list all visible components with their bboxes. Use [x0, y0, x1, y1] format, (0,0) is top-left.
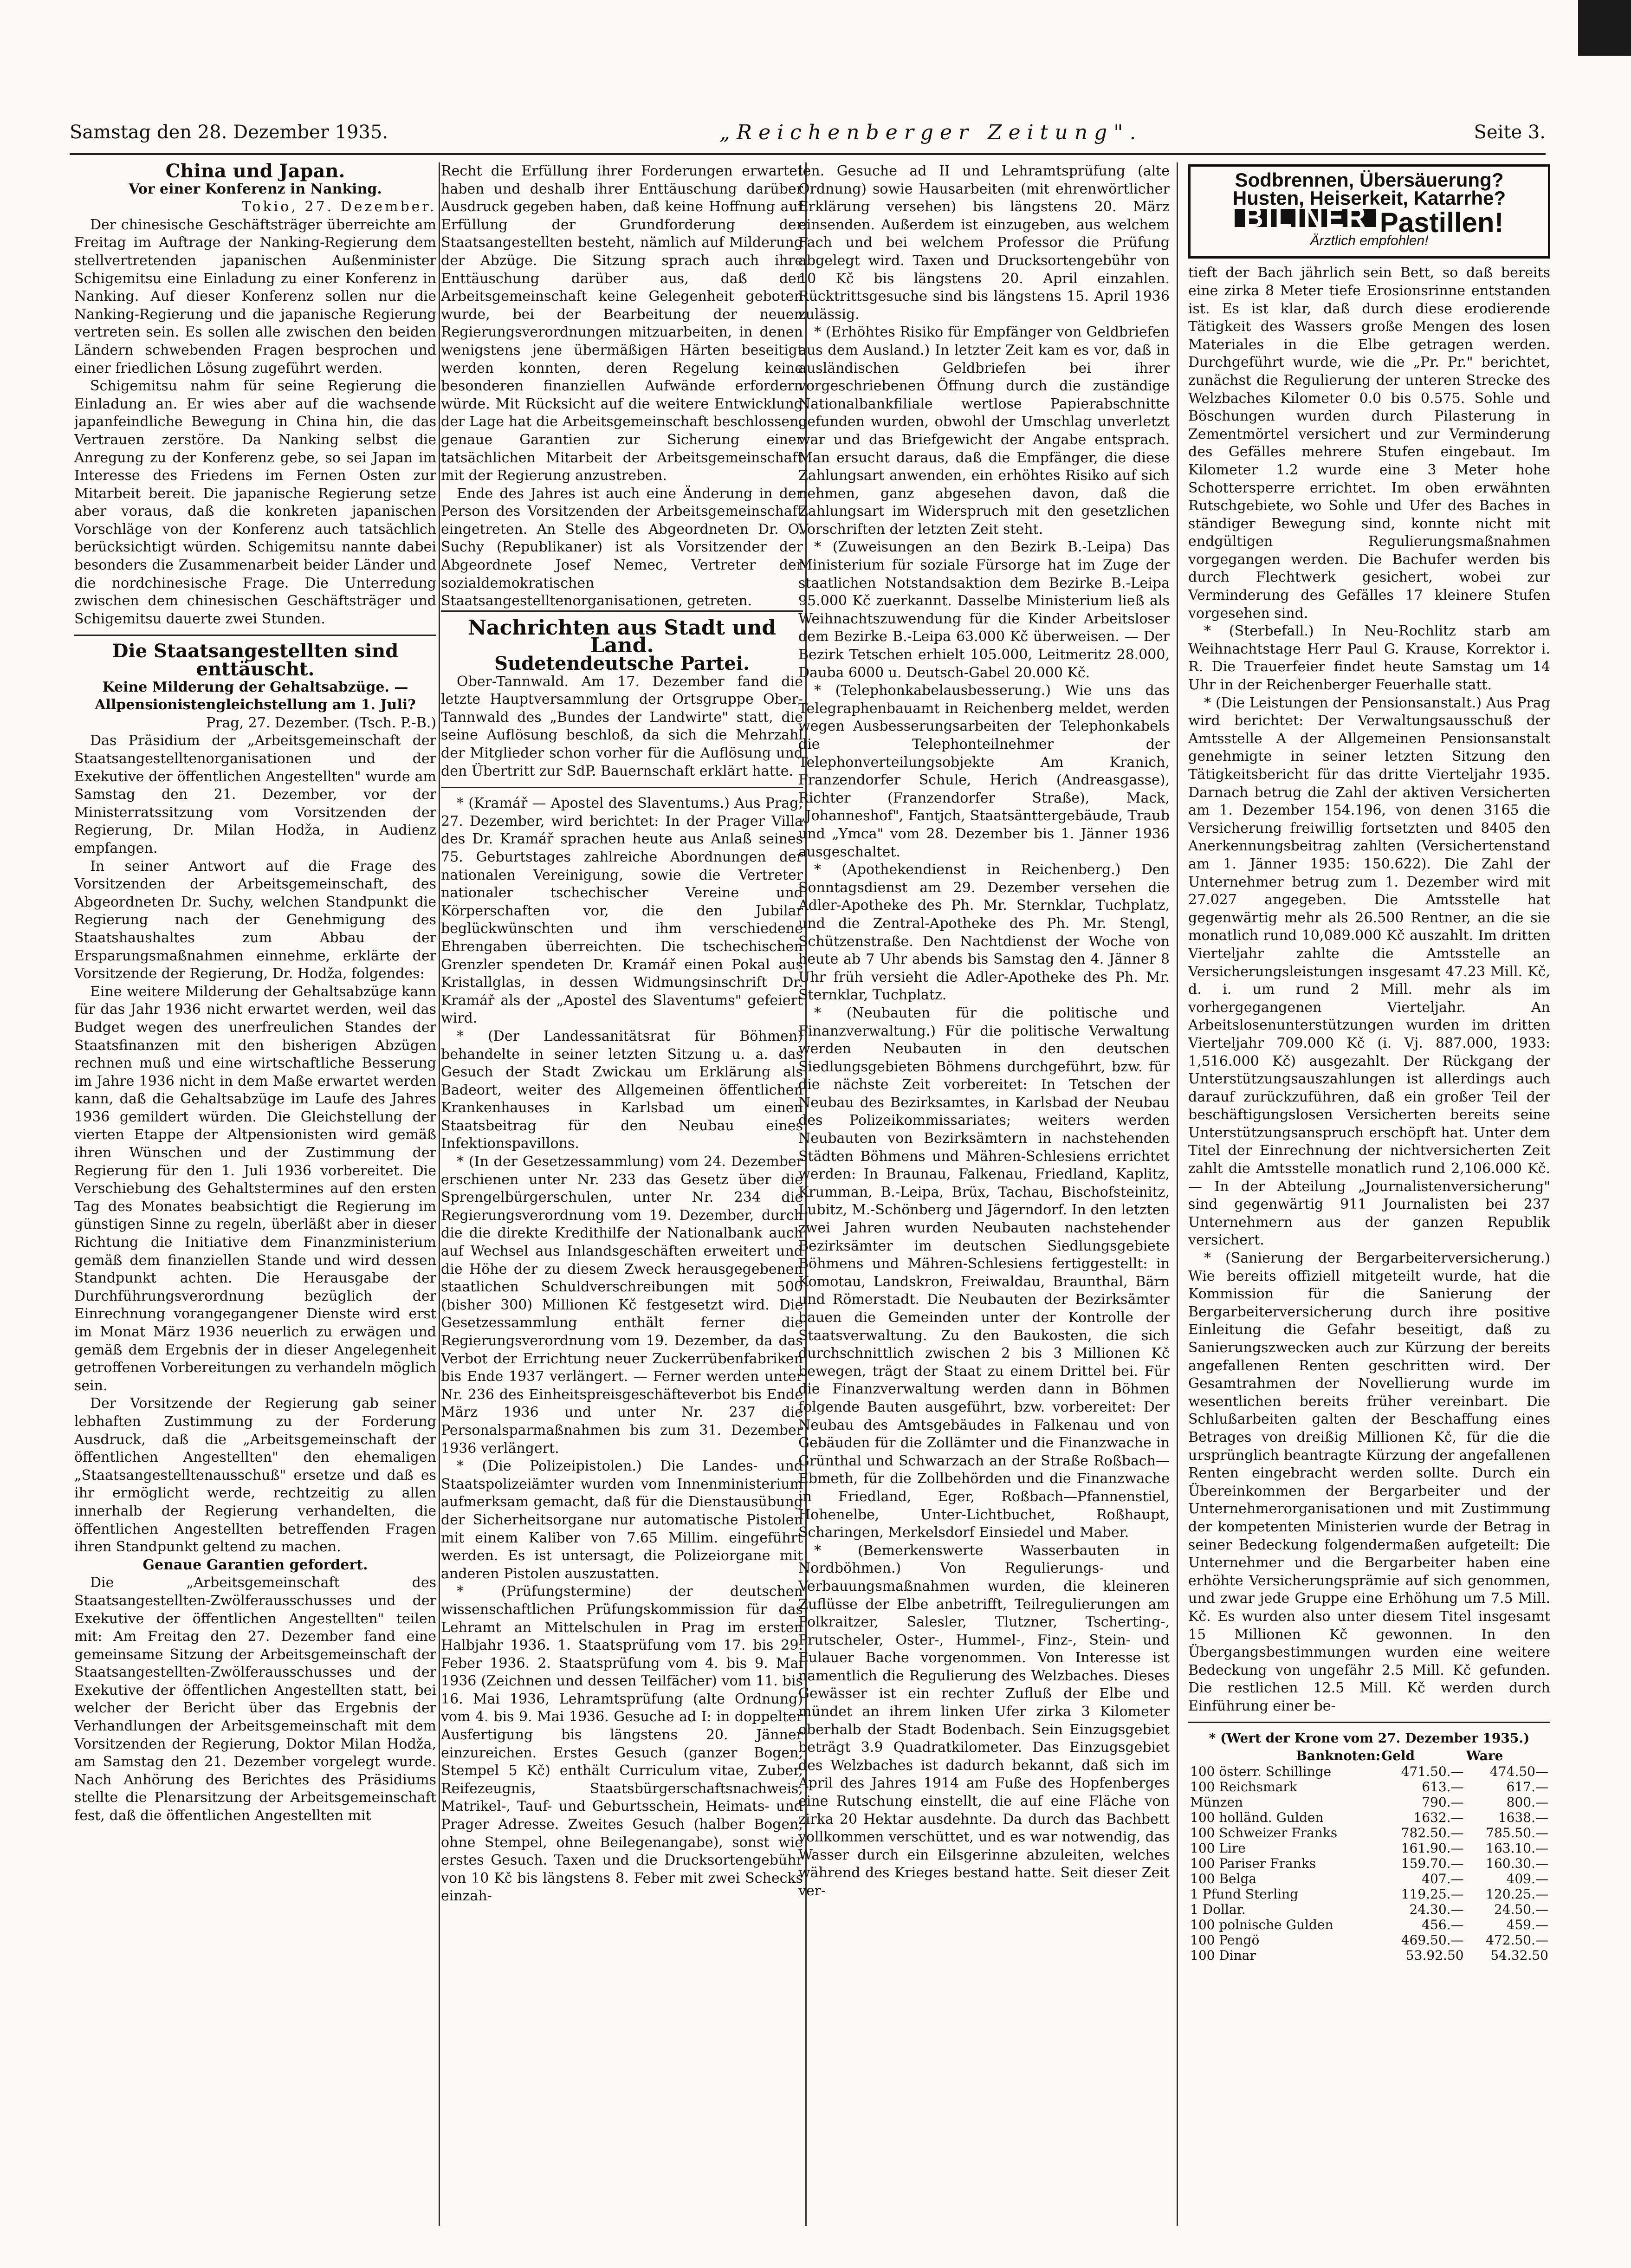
table-row [1188, 1886, 1550, 1902]
paragraph: * (Neubauten für die politische und Finanzverwaltung.) Für die politische Verwaltung werden Neubauten in den deutschen Siedlungsgebieten Böhmens durchgeführt, bzw. für die nächste Zeit vorbereitet: In Tetschen der Neubau des Bezirksamtes, in Karlsbad der Neubau des Polizeikommissariates; weiters werden Neubauten von Bezirksämtern in nachstehenden Städten Böhmens und Mähren-Schlesiens errichtet werden: In Braunau, Falkenau, Friedland, Kaplitz, Krumman, B.-Leipa, Brüx, Tachau, Bischofsteinitz, Lubitz, M.-Schönberg und Jägerndorf. In den letzten zwei Jahren wurden Neubauten nachstehender Bezirksämter im deutschen Siedlungsgebiete Böhmens und Mähren-Schlesiens fertiggestellt: in Komotau, Landskron, Freiwaldau, Braunthal, Bärn und Römerstadt. Die Neubauten der Bezirksämter bauen die Gemeinden unter der Kontrolle der Staatsverwaltung. Zu den Baukosten, die sich durchschnittlich zwischen 2 bis 3 Millionen Kč bewegen, trägt der Staat zu einem Drittel bei. Für die Finanzverwaltung werden dann in Böhmen folgende Bauten ausgeführt, bzw. vorbereitet: Der Neubau des Amtsgebäudes in Falkenau und von Gebäuden für die Zollämter und die Finanzwache in Grünthal und Schwarzach an der Straße Roßbach—Ebmeth, für die Zollbehörden und die Finanzwache in Friedland, Eger, Roßbach—Pfannenstiel, Hohenelbe, Unter-Lichtbuchet, Roßhaupt, Scharingen, Merkelsdorf Einsiedel und Maber. [798, 1004, 1170, 1541]
table-cell-name: 100 Pengö [1190, 1932, 1260, 1948]
paragraph: * (Der Landessanitätsrat für Böhmen) behandelte in seiner letzten Sitzung u. a. das Gesuch der Stadt Zwickau um Erklärung als Badeort, weiter des Allgemeinen öffentlichen Krankenhauses in Karlsbad um einen Staatsbeitrag für den Neubau eines Infektionspavillons. [441, 1028, 803, 1152]
table-cell-ware: 120.25.— [1486, 1886, 1548, 1902]
scan-border [1578, 0, 1631, 56]
paragraph: Das Präsidium der „Arbeitsgemeinschaft der Staatsangestelltenorganisationen und der Exekutive der öffentlichen Angestellten" wurde am Samstag den 21. Dezember, vor der Ministerratssitzung vom Vorsitzenden der Regierung, Dr. Milan Hodža, in Audienz empfangen. [74, 732, 436, 856]
section-headline: Nachrichten aus Stadt und Land. [441, 610, 803, 655]
paragraph: Recht die Erfüllung ihrer Forderungen erwartet haben und deshalb ihrer Enttäuschung darüber Ausdruck gegeben haben, daß keine Hoffnung auf Erfüllung der Grundforderung der Staatsangestellten besteht, nämlich auf Milderung der Abzüge. Die Sitzung sprach auch ihre Enttäuschung darüber aus, daß der Arbeitsgemeinschaft keine Gelegenheit geboten wurde, bei der Bearbeitung der neuen Regierungsverordnungen mitzuarbeiten, in denen wenigstens jene übermäßigen Härten beseitigt werden konnten, deren Regelung keine besonderen finanziellen Aufwände erfordern würde. Mit Rücksicht auf die weitere Entwicklung der Lage hat die Arbeitsgemeinschaft beschlossen, genaue Garantien zur Sicherung einer tatsächlichen Mitarbeit der Arbeitsgemeinschaft mit der Regierung anzustreben. [441, 163, 803, 484]
paragraph: * (Bemerkenswerte Wasserbauten in Nordböhmen.) Von Regulierungs- und Verbauungsmaßnahmen wurden, die kleineren Zuflüsse der Elbe anbetrifft, Teilregulierungen am Polkraitzer, Salesler, Tlutzner, Tscherting-, Prutscheler, Oster-, Hummel-, Finz-, Stein- und Eulauer Bache vorgenommen. Von Interesse ist namentlich die Regulierung des Welzbaches. Dieses Gewässer ist ein rechter Zufluß der Elbe und mündet an ihrem linken Ufer zirka 3 Kilometer oberhalb der Stadt Bodenbach. Sein Einzugsgebiet beträgt 3.9 Quadratkilometer. Das Einzugsgebiet des Welzbaches ist dadurch bekannt, daß sich im April des Jahres 1914 am Fuße des Hopfenberges eine Rutschung einstellt, die auf eine Fläche von zirka 20 Hektar ausdehnte. Da durch das Bachbett vollkommen verschüttet, und es war notwendig, das Wasser durch ein Eilsgerinne abzuleiten, welches während des Krieges bestand hatte. Seit dieser Zeit ver- [798, 1542, 1170, 1899]
column-3 [798, 162, 1170, 2226]
table-cell-name: 100 Pariser Franks [1190, 1856, 1316, 1872]
paragraph: * (Kramář — Apostel des Slaventums.) Aus Prag, 27. Dezember, wird berichtet: In der Prager Villa des Dr. Kramář sprachen heute aus Anlaß seines 75. Geburtstages zahlreiche Abordnungen der nationalen Vereinigung, sowie die Vertreter nationaler tschechischer Vereine und Körperschaften vor, die den Jubilar beglückwünschten und ihm verschiedene Ehrengaben überreichten. Die tschechischen Grenzler spendeten Dr. Kramář einen Pokal aus Kristallglas, in dessen Widmungsinschrift Dr. Kramář als der „Apostel des Slaventums" gefeiert wird. [441, 795, 803, 1027]
table-row [1188, 1810, 1550, 1825]
exchange-rates-table [1188, 1748, 1550, 1963]
table-row [1188, 1764, 1550, 1779]
table-cell-ware: 472.50.— [1486, 1932, 1548, 1948]
table-cell-ware: 163.10.— [1486, 1840, 1548, 1856]
table-cell-ware: 54.32.50 [1490, 1948, 1548, 1963]
paragraph: Eine weitere Milderung der Gehaltsabzüge kann für das Jahr 1936 nicht erwartet werden, weil das Budget wegen des unerfreulichen Standes der Staatsfinanzen mit den bisherigen Abzügen rechnen muß und eine wirtschaftliche Besserung im Jahre 1936 nicht in dem Maße erwartet werden kann, daß die Gehaltsabzüge im Laufe des Jahres 1936 gemildert würden. Die Gleichstellung der vierten Etappe der Altpensionisten wird gemäß ihren Wünschen und der Zustimmung der Regierung für den 1. Juli 1936 vorbereitet. Die Verschiebung des Gehaltstermines auf den ersten Tag des Monates beabsichtigt die Regierung im günstigen Sinne zu regeln, überläßt aber in dieser Richtung die Initiative dem Finanzministerium gemäß dem finanziellen Stande und wird dessen Standpunkt achten. Die Herausgabe der Durchführungsverordnung bezüglich der Einrechnung vorangegangener Dienste wird erst im Monat März 1936 neuerlich zu erwägen und gemäß dem Ergebnis der in dieser Angelegenheit getroffenen Vorbereitungen zu verhandeln möglich sein. [74, 983, 436, 1394]
paragraph: * (Sterbefall.) In Neu-Rochlitz starb am Weihnachtstage Herr Paul G. Krause, Korrektor i. R. Die Trauerfeier findet heute Samstag um 14 Uhr in der Reichenberger Feuerhalle statt. [1188, 623, 1550, 693]
table-cell-ware: 785.50.— [1486, 1825, 1548, 1841]
column-1 [74, 162, 436, 2226]
table-row [1188, 1795, 1550, 1810]
header-page-number: Seite 3. [1474, 122, 1546, 143]
advertisement [1188, 164, 1550, 259]
ad-line: Sodbrennen, Übersäuerung? [1235, 169, 1504, 191]
paragraph: * (Die Leistungen der Pensionsanstalt.) Aus Prag wird berichtet: Der Verwaltungsausschuß der Amtsstelle A der Allgemeinen Pensionsanstalt genehmigte in seiner letzten Sitzung den Tätigkeitsbericht für das dritte Vierteljahr 1935. Darnach betrug die Zahl der aktiven Versicherten am 1. Dezember 154.196, von denen 3165 die Versicherung freiwillig fortsetzten und 8405 den Anerkennungsbeitrag zahlten (Versichertenstand am 1. Jänner 1935: 150.622). Die Zahl der Unternehmer betrug zum 1. Dezember wird mit 27.027 angegeben. Die Amtsstelle hat gegenwärtig mehr als 26.500 Rentner, an die sie monatlich rund 10,089.000 Kč auszahlt. Im dritten Vierteljahr zahlte die Amtsstelle an Versicherungsleistungen insgesamt 47.23 Mill. Kč, d. i. um rund 2 Mill. mehr als im vorhergegangenen Vierteljahr. An Arbeitslosenunterstützungen wurden im dritten Vierteljahr 709.000 Kč (i. Vj. 887.000, 1933: 1,516.000 Kč) ausgezahlt. Der Rückgang der Unterstützungsauszahlungen ist allerdings auch darauf zurückzuführen, daß ein großer Teil der beschäftigungslosen Versicherten bereits seine Unterstützungsanspruch erschöpft hat. Unter dem Titel der Einrechnung der nichtversicherten Zeit zahlt die Amtsstelle monatlich rund 2,106.000 Kč. — In der Abteilung „Journalistenversicherung" sind gegenwärtig 911 Journalisten bei 237 Unternehmern aus der ganzen Republik versichert. [1188, 694, 1550, 1249]
table-cell-geld: 159.70.— [1401, 1856, 1464, 1872]
table-cell-geld: 1632.— [1413, 1810, 1464, 1826]
paragraph: * (Erhöhtes Risiko für Empfänger von Geldbriefen aus dem Ausland.) In letzter Zeit kam es vor, daß in ausländischen Geldbriefen bei ihrer vorgeschriebenen Öffnung durch die zuständige Nationalbankfiliale wertlose Papierabschnitte gefunden wurden, obwohl der Umschlag unverletzt war und das Briefgewicht der Angabe entsprach. Man ersucht daraus, daß die Empfänger, die diese Zahlungsart anwenden, ein erhöhtes Risiko auf sich nehmen, ganz abgesehen davon, daß die Zahlungsart im Widerspruch mit den gesetzlichen Vorschriften der letzten Zeit steht. [798, 324, 1170, 538]
table-row [1188, 1948, 1550, 1963]
paragraph: Der chinesische Geschäftsträger überreichte am Freitag im Auftrage der Nanking-Regierung dem stellvertretenden japanischen Außenminister Schigemitsu eine Einladung zu einer Konferenz in Nanking. Auf dieser Konferenz sollen nur die Nanking-Regierung und die japanische Regierung vertreten sein. Es sollen alle zwischen den beiden Ländern schwebenden Fragen besprochen und einer friedlichen Lösung zugeführt werden. [74, 216, 436, 376]
column-rule [439, 162, 440, 2226]
paragraph: * (Sanierung der Bergarbeiterversicherung.) Wie bereits offiziell mitgeteilt wurde, hat die Kommission für die Sanierung der Bergarbeiterversicherung durch ihre positive Einleitung die Gefahr beseitigt, daß zu Sanierungszwecken auch zur Kürzung der bereits angefallenen Renten geschritten wird. Der Gesamtrahmen der Novellierung wurde im wesentlichen bereits früher vereinbart. Die Schlußarbeiten galten der Beschaffung eines Betrages von dreißig Millionen Kč, für die die ursprünglich beantragte Kürzung der angefallenen Renten eingebracht werden sollte. Durch ein Übereinkommen der Bergarbeiter und der Unternehmerorganisationen und mit Zustimmung der kompetenten Ministerien wurde der Betrag in seiner Bedeckung folgendermaßen aufgeteilt: Die Unternehmer und die Bergarbeiter haben eine erhöhte Versicherungsprämie auf sich genommen, und zwar jede Gruppe eine Erhöhung um 7.5 Mill. Kč. Es wurden also unter diesem Titel insgesamt 15 Millionen Kč gewonnen. In den Übergangsbestimmungen wurden eine weitere Bedeckung von ungefähr 2.5 Mill. Kč gefunden. Die restlichen 12.5 Mill. Kč werden durch Einführung einer be- [1188, 1250, 1550, 1714]
table-cell-name: Münzen [1190, 1795, 1243, 1810]
paragraph: tieft der Bach jährlich sein Bett, so daß bereits eine zirka 8 Meter tiefe Erosionsrinne entstanden ist. Es ist klar, daß durch diese erodierende Tätigkeit des Wassers große Mengen des losen Materiales in die Elbe getragen werden. Durchgeführt wurde, wie die „Pr. Pr." berichtet, zunächst die Regulierung der unteren Strecke des Welzbaches Kilometer 0.0 bis 0.575. Sohle und Böschungen wurden durch Pilasterung in Zementmörtel versichert und zur Verminderung des Gefälles mehrere Stufen eingebaut. Im Kilometer 1.2 wurde eine 3 Meter hohe Schottersperre errichtet. Im oben erwähnten Rutschgebiete, wo Sohle und Ufer des Baches in ständiger Bewegung sind, konnte nicht mit endgültigen Regulierungsmaßnahmen vorgegangen werden. Die Bachufer werden bis durch Flechtwerk gesichert, wobei zur Verminderung des Gefälles 17 kleinere Stufen vorgesehen sind. [1188, 265, 1550, 622]
paragraph: * (Telephonkabelausbesserung.) Wie uns das Telegraphenbauamt in Reichenberg meldet, werden wegen Ausbesserungsarbeiten der Telephonkabels die Telephonteilnehmer der Telephonverteilungsobjekte Am Kranich, Franzendorfer Schule, Herich (Andreasgasse), Richter (Franzendorfer Straße), Mack, „Johanneshof", Fantjch, Staatsänttergebäude, Traub und „Ymca" vom 28. Dezember bis 1. Jänner 1936 ausgeschaltet. [798, 682, 1170, 860]
column-header: Ware [1466, 1748, 1503, 1764]
separator [74, 635, 436, 636]
separator [1188, 1722, 1550, 1723]
table-cell-geld: 53.92.50 [1405, 1948, 1464, 1963]
table-cell-geld: 790.— [1422, 1795, 1464, 1810]
table-cell-ware: 474.50— [1490, 1764, 1548, 1780]
table-row [1188, 1840, 1550, 1856]
header-date: Samstag den 28. Dezember 1935. [70, 122, 388, 143]
table-cell-ware: 617.— [1506, 1779, 1548, 1795]
paragraph: * (Prüfungstermine) der deutschen wissenschaftlichen Prüfungskommission für das Lehramt an Mittelschulen in Prag im ersten Halbjahr 1936. 1. Staatsprüfung vom 17. bis 29. Feber 1936. 2. Staatsprüfung vom 4. bis 9. Mai 1936 (Zeichnen und dessen Teilfächer) vom 11. bis 16. Mai 1936, Lehramtsprüfung (alte Ordnung) vom 4. bis 9. Mai 1936. Gesuche ad I: in doppelter Ausfertigung bis längstens 20. Jänner einzureichen. Erstes Gesuch (ganzer Bogen, Stempel 5 Kč) enthält Curriculum vitae, Zuber, Reifezeugnis, Staatsbürgerschaftsnachweis, Matrikel-, Tauf- und Geburtsschein, Heimats- und Prager Adresse. Zweites Gesuch (halber Bogen, ohne Stempel, ohne Beilegenangabe), sonst wie erstes Gesuch. Taxen und die Drucksortengebühr von 10 Kč bis längstens 8. Feber mit zwei Schecks einzah- [441, 1583, 803, 1905]
table-cell-name: 100 Reichsmark [1190, 1779, 1297, 1795]
paragraph: In seiner Antwort auf die Frage des Vorsitzenden der Arbeitsgemeinschaft, des Abgeordneten Dr. Suchy, welchen Standpunkt die Regierung nach der Genehmigung des Staatshaushaltes zum Abbau der Ersparungsmaßnahmen einnehme, erklärte der Vorsitzende der Regierung, Dr. Hodža, folgendes: [74, 858, 436, 982]
table-row [1188, 1779, 1550, 1795]
exchange-rates-title: * (Wert der Krone vom 27. Dezember 1935.) [1209, 1730, 1530, 1746]
paragraph: Ende des Jahres ist auch eine Änderung in der Person des Vorsitzenden der Arbeitsgemeinschaft eingetreten. An Stelle des Abgeordneten Dr. O. Suchy (Republikaner) ist als Vorsitzender der Abgeordnete Josef Nemec, Vertreter der sozialdemokratischen Staatsangestelltenorganisationen, getreten. [441, 485, 803, 609]
paragraph: Der Vorsitzende der Regierung gab seiner lebhaften Zustimmung zu der Forderung Ausdruck, daß die „Arbeitsgemeinschaft der öffentlichen Angestellten" den ehemaligen „Staatsangestelltenausschuß" ersetze und daß es ihr ermöglicht werde, rechtzeitig zu allen innerhalb der Regierung verhandelten, die öffentlichen Angestellten betreffenden Fragen ihren Standpunkt geltend zu machen. [74, 1395, 436, 1555]
table-cell-geld: 24.30.— [1409, 1902, 1464, 1918]
ad-line: Husten, Heiserkeit, Katarrhe? [1232, 187, 1506, 209]
table-cell-ware: 800.— [1506, 1795, 1548, 1810]
table-cell-name: 100 österr. Schillinge [1190, 1764, 1332, 1780]
table-cell-geld: 469.50.— [1401, 1932, 1464, 1948]
dateline: Tokio, 27. Dezember. [241, 199, 436, 215]
separator [441, 787, 803, 788]
table-cell-ware: 1638.— [1498, 1810, 1548, 1826]
table-cell-name: 100 Schweizer Franks [1190, 1825, 1338, 1841]
table-cell-name: 1 Dollar. [1190, 1902, 1246, 1918]
table-cell-geld: 407.— [1422, 1871, 1464, 1887]
table-header-row [1188, 1748, 1550, 1764]
paragraph: * (Die Polizeipistolen.) Die Landes- und Staatspolizeiämter wurden vom Innenministerium aufmerksam gemacht, daß für die Dienstausübung der Sicherheitsorgane nur automatische Pistolen mit einem Kaliber von 7.65 Millim. eingeführt werden. Es ist untersagt, die Polizeiorgane mit anderen Pistolen auszustatten. [441, 1458, 803, 1582]
paragraph: Die „Arbeitsgemeinschaft des Staatsangestellten-Zwölferausschusses und der Exekutive der öffentlichen Angestellten" teilen mit: Am Freitag den 27. Dezember fand eine gemeinsame Sitzung der Arbeitsgemeinschaft der Staatsangestellten-Zwölferausschusses und der Exekutive der öffentlichen Angestellten statt, bei welcher der Bericht über das Ergebnis der Verhandlungen der Arbeitsgemeinschaft mit dem Vorsitzenden der Regierung, Doktor Milan Hodža, am Samstag den 21. Dezember vorgelegt wurde. Nach Anhörung des Berichtes des Präsidiums stellte die Plenarsitzung der Arbeitsgemeinschaft fest, daß die öffentlichen Angestellten mit [74, 1575, 436, 1824]
table-row [1188, 1902, 1550, 1917]
article-subheadline: Vor einer Konferenz in Nanking. [129, 181, 382, 197]
table-cell-geld: 782.50.— [1401, 1825, 1464, 1841]
table-cell-geld: 471.50.— [1401, 1764, 1464, 1780]
paragraph: Schigemitsu nahm für seine Regierung die Einladung an. Er wies aber auf die wachsende japanfeindliche Bewegung in China hin, die das Vertrauen zerstöre. Da Nanking selbst die Anregung zu der Konferenz gebe, so sei Japan im Interesse des Friedens im Fernen Osten zur Mitarbeit bereit. Die japanische Regierung setze aber voraus, daß die konkreten japanischen Vorschläge von der Konferenz auch tatsächlich berücksichtigt würden. Schigemitsu nannte dabei besonders die Zusammenarbeit beider Länder und die nordchinesische Frage. Die Unterredung zwischen dem chinesischen Geschäftsträger und Schigemitsu dauerte zwei Stunden. [74, 378, 436, 627]
article-headline: China und Japan. [165, 162, 345, 182]
table-cell-geld: 613.— [1422, 1779, 1464, 1795]
column-header: Banknoten: [1296, 1748, 1381, 1764]
table-cell-ware: 160.30.— [1486, 1856, 1548, 1872]
article-subheadline: Keine Milderung der Gehaltsabzüge. — Allpensionistengleichstellung am 1. Juli? [95, 679, 416, 713]
article-headline: Sudetendeutsche Partei. [494, 653, 750, 675]
paragraph: Ober-Tannwald. Am 17. Dezember fand die letzte Hauptversammlung der Ortsgruppe Ober-Tannwald des „Bundes der Landwirte" statt, die seine Auflösung beschloß, da sich die Mehrzahl der Mitglieder schon vorher für die Auflösung und den Übertritt zur SdP. Bauernschaft erklärt hatte. [441, 673, 803, 779]
ad-product: Pastillen! [1379, 207, 1504, 239]
table-cell-geld: 161.90.— [1401, 1840, 1464, 1856]
ad-brand: BILINER [1235, 209, 1376, 227]
page-header [70, 111, 1546, 155]
column-4 [1188, 162, 1550, 2226]
table-cell-name: 1 Pfund Sterling [1190, 1886, 1299, 1902]
table-row [1188, 1871, 1550, 1886]
column-2 [441, 162, 803, 2226]
table-cell-ware: 459.— [1506, 1917, 1548, 1933]
column-header: Geld [1381, 1748, 1415, 1764]
table-row [1188, 1932, 1550, 1948]
table-cell-ware: 409.— [1506, 1871, 1548, 1887]
table-cell-ware: 24.50.— [1494, 1902, 1548, 1918]
table-cell-name: 100 holländ. Gulden [1190, 1810, 1324, 1826]
article-subheadline: Genaue Garantien gefordert. [142, 1556, 368, 1573]
table-cell-name: 100 polnische Gulden [1190, 1917, 1333, 1933]
paragraph: * (In der Gesetzessammlung) vom 24. Dezember erschienen unter Nr. 233 das Gesetz über die Sprengelbürgerschulen, unter Nr. 234 die Regierungsverordnung vom 19. Dezember, durch die die direkte Kredithilfe der Nationalbank auch auf Wechsel aus Inlandsgeschäften erweitert und die Höhe der zu diesem Zweck herausgegebenen staatlichen Schuldverschreibungen mit 500 (bisher 300) Millionen Kč festgesetzt wird. Die Gesetzessammlung enthält ferner die Regierungsverordnung vom 19. Dezember, da das Verbot der Errichtung neuer Zuckerrübenfabriken bis Ende 1937 verlängert. — Ferner werden unter Nr. 236 des Einheitspreisgeschäfteverbot bis Ende März 1936 und unter Nr. 237 die Personalsparmaßnahmen bis zum 31. Dezember 1936 verlängert. [441, 1153, 803, 1457]
table-row [1188, 1917, 1550, 1932]
paragraph: * (Apothekendienst in Reichenberg.) Den Sonntagsdienst am 29. Dezember versehen die Adler-Apotheke des Ph. Mr. Sternklar, Tuchplatz, und die Zentral-Apotheke des Ph. Mr. Stengl, Schützenstraße. Den Nachtdienst der Woche von heute ab 7 Uhr abends bis Samstag den 4. Jänner 8 Uhr früh versieht die Adler-Apotheke des Ph. Mr. Sternklar, Tuchplatz. [798, 862, 1170, 1004]
table-cell-geld: 119.25.— [1401, 1886, 1464, 1902]
table-row [1188, 1856, 1550, 1871]
table-row [1188, 1825, 1550, 1840]
dateline: Prag, 27. Dezember. (Tsch. P.-B.) [206, 714, 436, 731]
paragraph: len. Gesuche ad II und Lehramtsprüfung (alte Ordnung) sowie Hausarbeiten (mit ehrenwörtlicher Erklärung versehen) bis längstens 20. März einsenden. Außerdem ist einzugeben, aus welchem Fach und bei welchem Professor die Prüfung abgelegt wird. Taxen und Drucksortengebühr von 10 Kč bis längstens 20. April einzahlen. Rücktrittsgesuche sind bis längstens 15. April 1936 zulässig. [798, 163, 1170, 323]
table-cell-name: 100 Lire [1190, 1840, 1246, 1856]
paragraph: * (Zuweisungen an den Bezirk B.-Leipa) Das Ministerium für soziale Fürsorge hat im Zuge der staatlichen Notstandsaktion dem Bezirke B.-Leipa 95.000 Kč zuerkannt. Dasselbe Ministerium ließ als Weihnachtszuwendung für die Kinder Arbeitsloser dem Bezirke B.-Leipa 63.000 Kč überweisen. — Der Bezirk Tetschen erhielt 105.000, Leitmeritz 28.000, Dauba 6000 u. Deutsch-Gabel 20.000 Kč. [798, 539, 1170, 681]
header-title: „Reichenberger Zeitung". [719, 120, 1143, 144]
table-cell-geld: 456.— [1422, 1917, 1464, 1933]
ad-tagline: Ärztlich empfohlen! [1310, 233, 1429, 248]
column-rule [1177, 162, 1178, 2226]
table-cell-name: 100 Dinar [1190, 1948, 1256, 1963]
table-cell-name: 100 Belga [1190, 1871, 1257, 1887]
article-headline: Die Staatsangestellten sind enttäuscht. [112, 640, 399, 680]
